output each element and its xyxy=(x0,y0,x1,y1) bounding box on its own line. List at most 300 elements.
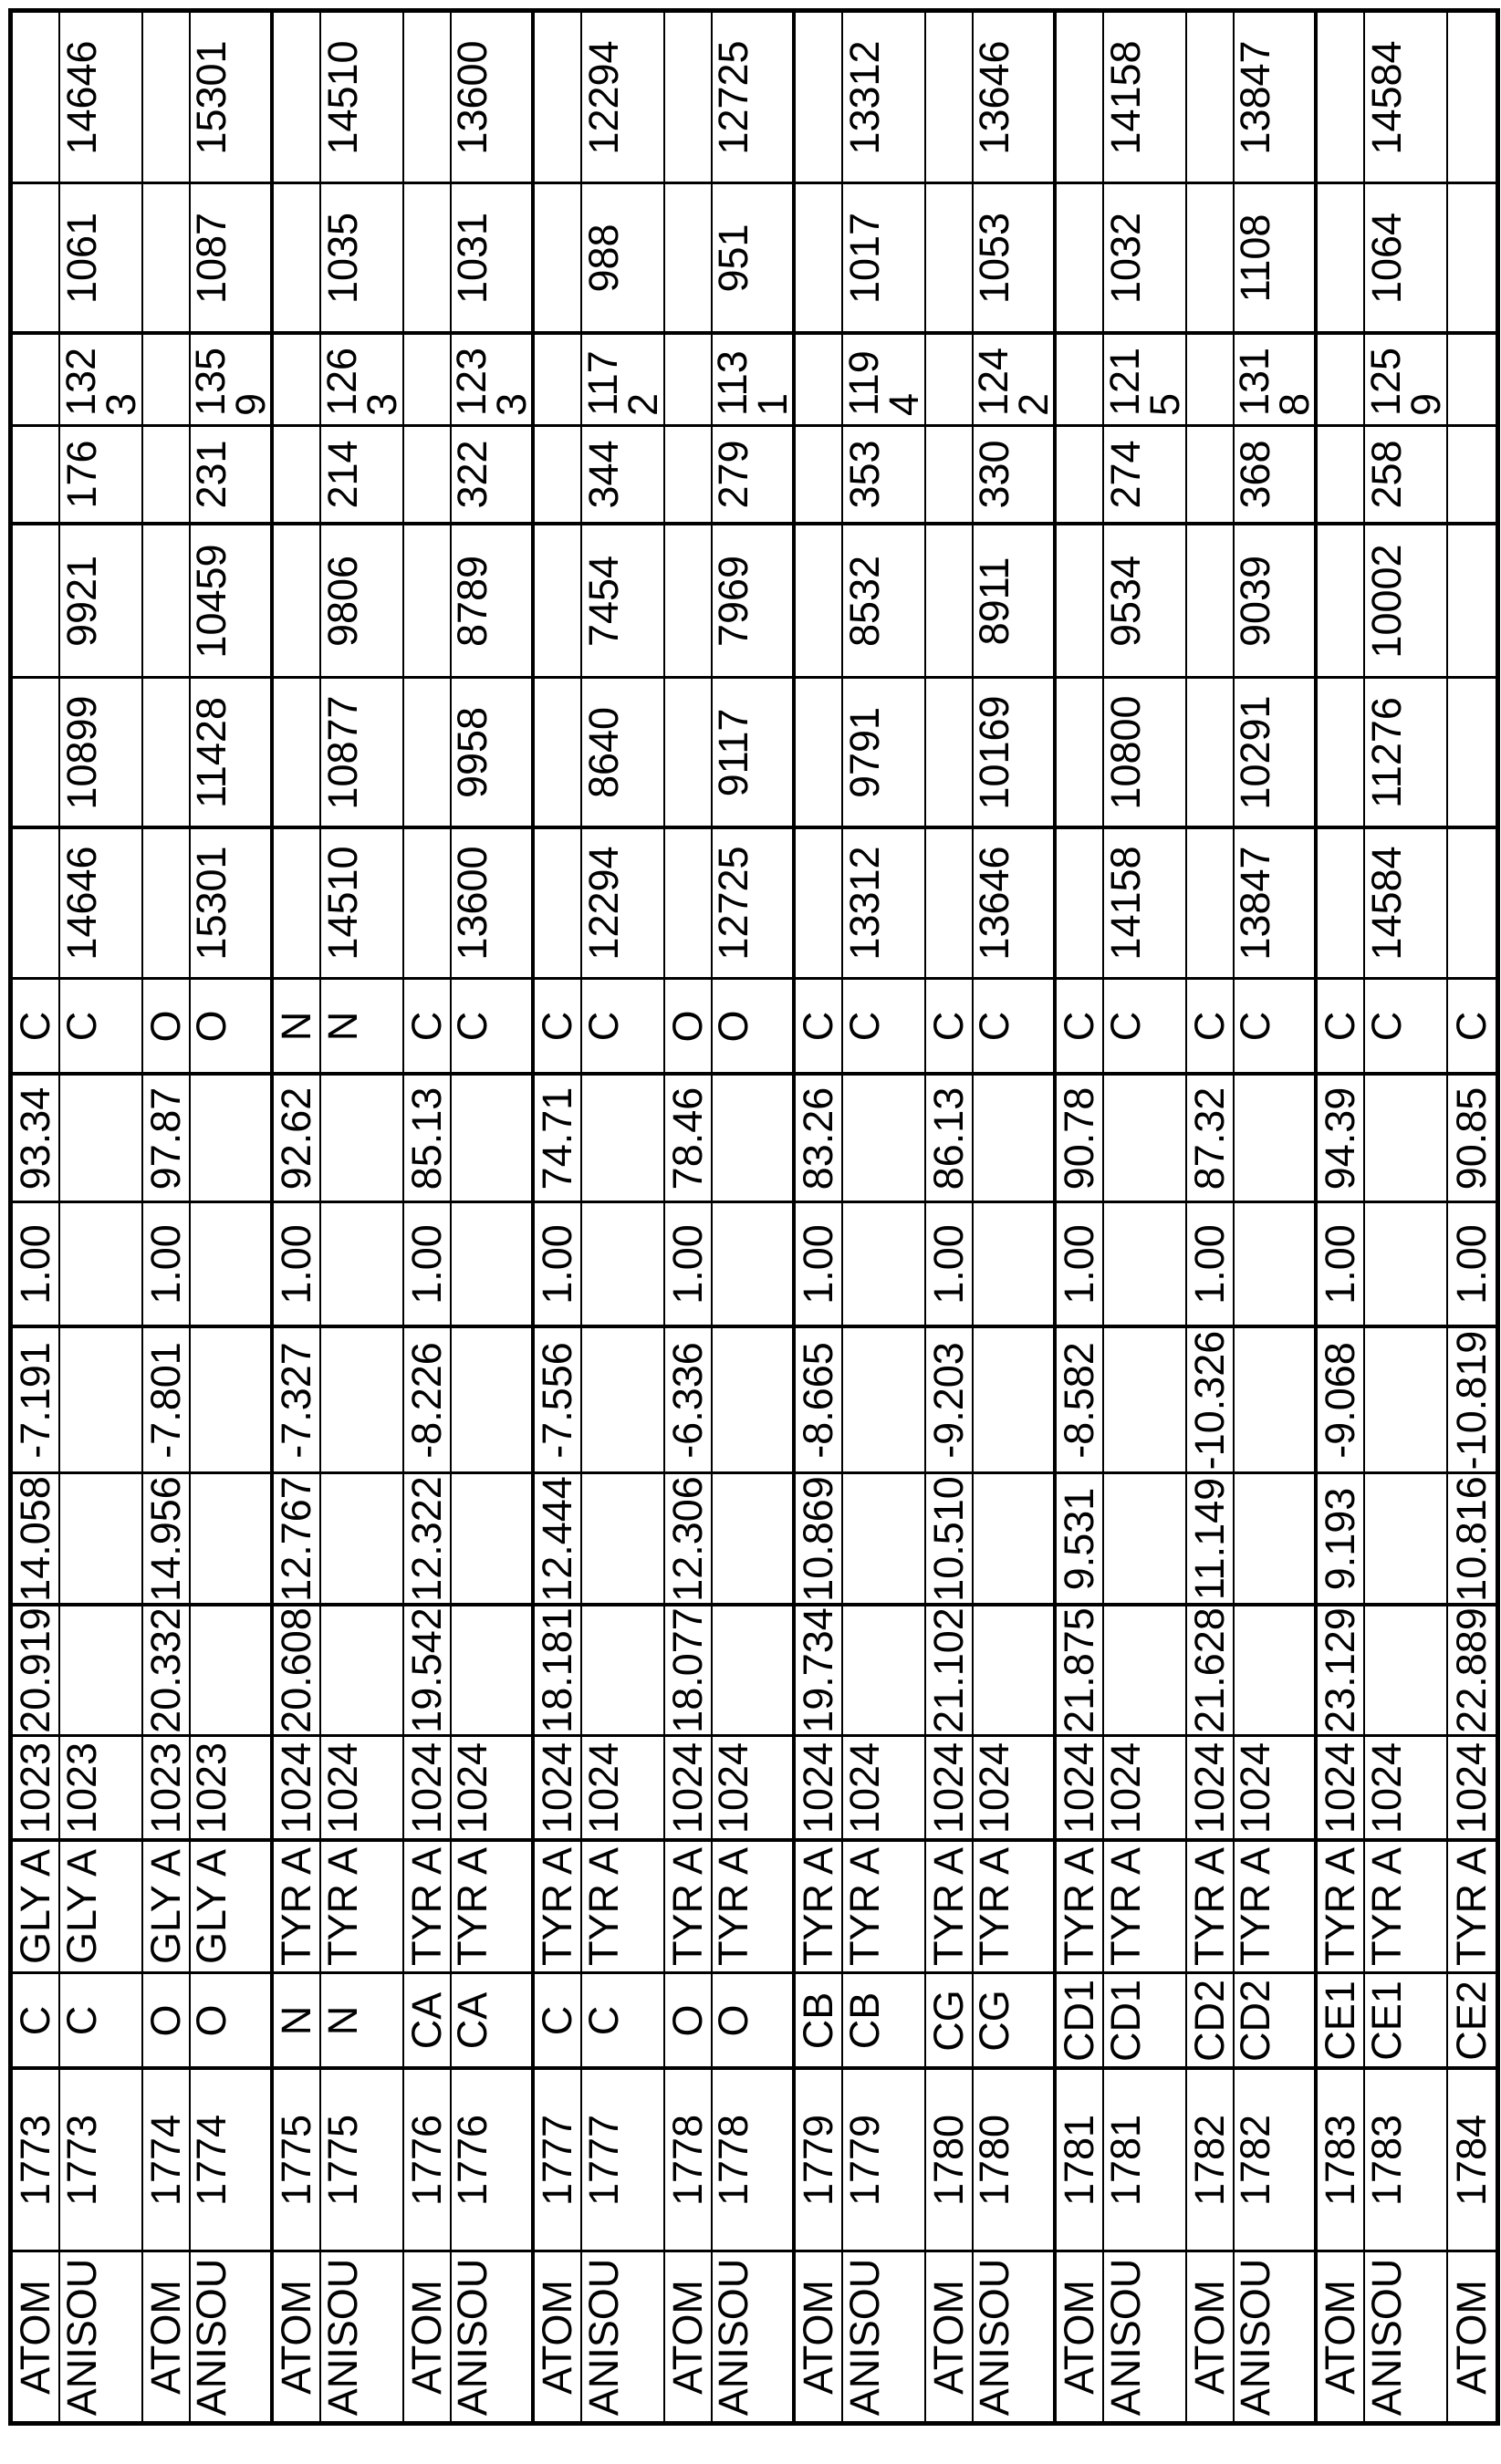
empty-cell-atom-1781-u23 xyxy=(1057,184,1104,335)
cell-text-seq: 1024 xyxy=(1232,1741,1279,1834)
cell-atom-1781-y xyxy=(1057,1474,1104,1606)
cell-atom-1783-residue xyxy=(1318,1842,1365,1974)
cell-text-u11_repeat: 13312 xyxy=(841,39,889,155)
cell-text-y: 10.510 xyxy=(925,1475,972,1602)
cell-text-occ: 1.00 xyxy=(1317,1223,1363,1305)
empty-cell-atom-1778-u23 xyxy=(665,184,713,335)
cell-text-record: ATOM xyxy=(795,2279,841,2395)
cell-text-u13: 1259 xyxy=(1361,347,1449,416)
cell-text-element: C xyxy=(1056,1011,1102,1041)
cell-text-occ: 1.00 xyxy=(1186,1223,1233,1305)
cell-anisou-1780-u11 xyxy=(971,829,1057,980)
cell-text-element: C xyxy=(12,1011,58,1041)
cell-atom-1781-seq xyxy=(1057,1737,1104,1842)
cell-atom-1780-element xyxy=(926,980,974,1076)
cell-atom-1780-seq xyxy=(926,1737,974,1842)
cell-text-seq: 1024 xyxy=(1056,1741,1102,1834)
cell-atom-1778-element xyxy=(665,980,713,1076)
cell-text-occ: 1.00 xyxy=(403,1223,450,1305)
cell-text-serial: 1774 xyxy=(188,2114,235,2206)
cell-anisou-1776-residue xyxy=(449,1842,535,1974)
cell-anisou-1781-u22 xyxy=(1104,679,1187,829)
cell-text-u12: 176 xyxy=(58,440,106,509)
cell-anisou-1780-u22 xyxy=(971,679,1057,829)
empty-cell-atom-1783-u22 xyxy=(1318,679,1365,829)
cell-atom-1778-b xyxy=(665,1076,713,1203)
empty-cell-anisou-1782-y xyxy=(1235,1474,1318,1606)
cell-atom-1776-y xyxy=(404,1474,452,1606)
empty-cell-anisou-1775-b xyxy=(321,1076,404,1203)
empty-cell-anisou-1775-z xyxy=(321,1328,404,1474)
cell-atom-1775-y xyxy=(274,1474,321,1606)
cell-anisou-1782-serial xyxy=(1232,2070,1318,2252)
cell-text-serial: 1775 xyxy=(319,2114,367,2206)
cell-atom-1784-element xyxy=(1448,980,1496,1076)
cell-atom-1777-name xyxy=(535,1974,582,2070)
cell-text-serial: 1774 xyxy=(142,2114,189,2206)
cell-atom-1777-z xyxy=(535,1328,582,1474)
cell-text-element: N xyxy=(319,1011,367,1041)
cell-anisou-1782-u22 xyxy=(1232,679,1318,829)
cell-atom-1776-x xyxy=(404,1606,452,1737)
cell-anisou-1783-u11 xyxy=(1365,829,1448,980)
cell-text-u11_repeat: 13646 xyxy=(971,39,1018,155)
cell-anisou-1774-name xyxy=(188,1974,274,2070)
cell-text-u11: 14646 xyxy=(58,846,106,961)
cell-anisou-1779-record xyxy=(843,2252,926,2421)
cell-atom-1781-z xyxy=(1057,1328,1104,1474)
cell-anisou-1777-element xyxy=(582,980,665,1076)
cell-text-occ: 1.00 xyxy=(664,1223,711,1305)
empty-cell-atom-1782-u13 xyxy=(1187,335,1235,427)
cell-atom-1782-occ xyxy=(1187,1203,1235,1328)
cell-anisou-1773-residue xyxy=(60,1842,143,1974)
cell-text-u11_repeat: 14584 xyxy=(1363,39,1411,155)
cell-atom-1773-occ xyxy=(13,1203,60,1328)
cell-atom-1777-seq xyxy=(535,1737,582,1842)
empty-cell-anisou-1778-x xyxy=(713,1606,796,1737)
cell-text-element: C xyxy=(1102,1011,1150,1041)
cell-text-u33: 8532 xyxy=(841,555,889,647)
cell-text-u13: 1194 xyxy=(839,350,927,416)
empty-cell-atom-1778-u12 xyxy=(665,427,713,525)
cell-text-u12: 274 xyxy=(1102,440,1150,509)
cell-text-element: N xyxy=(273,1011,319,1041)
cell-text-u11_repeat: 14510 xyxy=(319,39,367,155)
cell-text-element: C xyxy=(1363,1011,1411,1041)
cell-atom-1775-serial xyxy=(274,2070,321,2252)
cell-text-x: 20.608 xyxy=(273,1607,319,1733)
empty-cell-anisou-1774-b xyxy=(191,1076,274,1203)
cell-anisou-1773-u11_repeat xyxy=(60,13,143,184)
cell-atom-1782-seq xyxy=(1187,1737,1235,1842)
cell-anisou-1782-record xyxy=(1232,2252,1318,2421)
cell-atom-1774-name xyxy=(143,1974,191,2070)
empty-cell-anisou-1775-x xyxy=(321,1606,404,1737)
empty-cell-atom-1774-u11_repeat xyxy=(143,13,191,184)
cell-anisou-1777-u11_repeat xyxy=(582,13,665,184)
empty-cell-anisou-1779-b xyxy=(843,1076,926,1203)
cell-text-element: C xyxy=(449,1011,496,1041)
cell-atom-1779-seq xyxy=(796,1737,843,1842)
cell-text-record: ATOM xyxy=(925,2279,972,2395)
cell-text-record: ATOM xyxy=(403,2279,450,2395)
cell-atom-1775-seq xyxy=(274,1737,321,1842)
cell-atom-1780-serial xyxy=(926,2070,974,2252)
cell-text-u12: 344 xyxy=(580,440,628,509)
cell-atom-1780-b xyxy=(926,1076,974,1203)
empty-cell-atom-1780-u33 xyxy=(926,525,974,679)
cell-text-u12: 231 xyxy=(188,440,235,509)
cell-text-serial: 1781 xyxy=(1056,2114,1102,2206)
cell-text-x: 19.542 xyxy=(403,1607,450,1733)
cell-text-z: -8.226 xyxy=(403,1341,450,1459)
empty-cell-atom-1782-u11_repeat xyxy=(1187,13,1235,184)
empty-cell-atom-1773-u11_repeat xyxy=(13,13,60,184)
cell-anisou-1781-name xyxy=(1104,1974,1187,2070)
empty-cell-anisou-1775-y xyxy=(321,1474,404,1606)
cell-anisou-1782-u11_repeat xyxy=(1232,13,1318,184)
empty-cell-anisou-1777-z xyxy=(582,1328,665,1474)
empty-cell-atom-1783-u11_repeat xyxy=(1318,13,1365,184)
empty-cell-atom-1784-u13 xyxy=(1448,335,1496,427)
empty-cell-atom-1784-u23 xyxy=(1448,184,1496,335)
cell-anisou-1777-u13 xyxy=(579,335,666,427)
cell-anisou-1775-residue xyxy=(321,1842,404,1974)
empty-cell-anisou-1783-b xyxy=(1365,1076,1448,1203)
empty-cell-anisou-1782-b xyxy=(1235,1076,1318,1203)
empty-cell-atom-1776-u11 xyxy=(404,829,452,980)
cell-text-residue: GLY A xyxy=(188,1849,235,1964)
cell-text-residue: TYR A xyxy=(1102,1846,1150,1967)
cell-text-u22: 11276 xyxy=(1363,696,1411,808)
cell-anisou-1783-seq xyxy=(1365,1737,1448,1842)
cell-text-z: -7.327 xyxy=(273,1341,319,1459)
empty-cell-anisou-1777-occ xyxy=(582,1203,665,1328)
cell-text-u22: 9958 xyxy=(449,706,496,798)
empty-cell-anisou-1780-x xyxy=(974,1606,1057,1737)
cell-anisou-1781-residue xyxy=(1104,1842,1187,1974)
empty-cell-atom-1776-u22 xyxy=(404,679,452,829)
cell-anisou-1783-record xyxy=(1365,2252,1448,2421)
cell-atom-1775-name xyxy=(274,1974,321,2070)
cell-text-residue: TYR A xyxy=(1448,1846,1495,1967)
cell-text-residue: TYR A xyxy=(1056,1846,1102,1967)
cell-atom-1779-b xyxy=(796,1076,843,1203)
cell-atom-1776-residue xyxy=(404,1842,452,1974)
cell-atom-1784-seq xyxy=(1448,1737,1496,1842)
empty-cell-anisou-1774-z xyxy=(191,1328,274,1474)
cell-anisou-1774-record xyxy=(188,2252,274,2421)
cell-anisou-1779-u11 xyxy=(843,829,926,980)
cell-atom-1781-b xyxy=(1057,1076,1104,1203)
cell-text-seq: 1023 xyxy=(188,1741,235,1834)
cell-text-residue: TYR A xyxy=(795,1846,841,1967)
empty-cell-anisou-1783-y xyxy=(1365,1474,1448,1606)
cell-atom-1774-y xyxy=(143,1474,191,1606)
empty-cell-atom-1784-u11_repeat xyxy=(1448,13,1496,184)
cell-text-b: 87.32 xyxy=(1186,1086,1233,1190)
cell-atom-1776-seq xyxy=(404,1737,452,1842)
cell-text-u33: 10459 xyxy=(188,543,235,659)
cell-atom-1775-b xyxy=(274,1076,321,1203)
cell-text-record: ATOM xyxy=(1056,2279,1102,2395)
cell-atom-1774-seq xyxy=(143,1737,191,1842)
cell-text-serial: 1776 xyxy=(403,2114,450,2206)
cell-anisou-1782-u11 xyxy=(1232,829,1318,980)
cell-text-serial: 1783 xyxy=(1363,2114,1411,2206)
empty-cell-atom-1779-u12 xyxy=(796,427,843,525)
cell-text-name: CD1 xyxy=(1102,1979,1150,2062)
cell-text-b: 86.13 xyxy=(925,1086,972,1190)
cell-atom-1779-element xyxy=(796,980,843,1076)
cell-text-name: CA xyxy=(449,1991,496,2049)
empty-cell-atom-1780-u11 xyxy=(926,829,974,980)
cell-text-seq: 1023 xyxy=(142,1741,189,1834)
cell-text-z: -10.819 xyxy=(1448,1330,1495,1470)
cell-atom-1780-record xyxy=(926,2252,974,2421)
cell-text-z: -7.801 xyxy=(142,1341,189,1459)
cell-text-u11_repeat: 14646 xyxy=(58,39,106,155)
cell-text-z: -7.556 xyxy=(534,1341,580,1459)
cell-text-serial: 1778 xyxy=(664,2114,711,2206)
cell-text-serial: 1783 xyxy=(1317,2114,1363,2206)
empty-cell-anisou-1782-x xyxy=(1235,1606,1318,1737)
cell-atom-1776-record xyxy=(404,2252,452,2421)
cell-text-u11: 13312 xyxy=(841,846,889,961)
cell-atom-1777-element xyxy=(535,980,582,1076)
cell-text-residue: GLY A xyxy=(12,1849,58,1964)
cell-text-x: 20.919 xyxy=(12,1607,58,1733)
cell-text-u11: 13847 xyxy=(1232,846,1279,961)
empty-cell-anisou-1776-x xyxy=(452,1606,535,1737)
cell-text-u23: 1108 xyxy=(1232,213,1279,302)
coordinate-table xyxy=(8,8,1500,2426)
empty-cell-atom-1774-u22 xyxy=(143,679,191,829)
cell-anisou-1773-serial xyxy=(60,2070,143,2252)
cell-atom-1773-x xyxy=(13,1606,60,1737)
cell-text-record: ATOM xyxy=(1317,2279,1363,2395)
empty-cell-atom-1782-u12 xyxy=(1187,427,1235,525)
cell-text-u11: 12294 xyxy=(580,846,628,961)
cell-anisou-1776-u23 xyxy=(449,184,535,335)
cell-text-u23: 951 xyxy=(710,223,757,293)
cell-atom-1777-x xyxy=(535,1606,582,1737)
cell-text-x: 21.102 xyxy=(925,1607,972,1733)
cell-text-u12: 214 xyxy=(319,440,367,509)
cell-anisou-1777-u33 xyxy=(582,525,665,679)
cell-text-seq: 1024 xyxy=(319,1741,367,1834)
cell-text-u11_repeat: 15301 xyxy=(188,39,235,155)
cell-atom-1779-serial xyxy=(796,2070,843,2252)
cell-atom-1781-name xyxy=(1057,1974,1104,2070)
empty-cell-atom-1773-u11 xyxy=(13,829,60,980)
cell-atom-1783-occ xyxy=(1318,1203,1365,1328)
cell-text-y: 12.444 xyxy=(534,1475,580,1602)
cell-anisou-1779-serial xyxy=(843,2070,926,2252)
cell-anisou-1774-u33 xyxy=(188,525,274,679)
cell-atom-1779-z xyxy=(796,1328,843,1474)
empty-cell-anisou-1780-z xyxy=(974,1328,1057,1474)
cell-atom-1784-residue xyxy=(1448,1842,1496,1974)
cell-text-u12: 330 xyxy=(971,440,1018,509)
empty-cell-atom-1775-u22 xyxy=(274,679,321,829)
cell-text-element: O xyxy=(188,1009,235,1043)
cell-text-u12: 353 xyxy=(841,440,889,509)
empty-cell-anisou-1775-occ xyxy=(321,1203,404,1328)
cell-anisou-1783-residue xyxy=(1365,1842,1448,1974)
cell-anisou-1776-u22 xyxy=(449,679,535,829)
empty-cell-anisou-1774-y xyxy=(191,1474,274,1606)
empty-cell-atom-1780-u11_repeat xyxy=(926,13,974,184)
cell-text-seq: 1024 xyxy=(1102,1741,1150,1834)
cell-text-residue: TYR A xyxy=(1317,1846,1363,1967)
cell-text-element: C xyxy=(1232,1011,1279,1041)
cell-atom-1781-x xyxy=(1057,1606,1104,1737)
cell-atom-1778-record xyxy=(665,2252,713,2421)
cell-text-b: 90.85 xyxy=(1448,1086,1495,1190)
cell-text-element: C xyxy=(403,1011,450,1041)
empty-cell-anisou-1778-occ xyxy=(713,1203,796,1328)
cell-text-serial: 1781 xyxy=(1102,2114,1150,2206)
cell-text-serial: 1778 xyxy=(710,2114,757,2206)
cell-text-u11_repeat: 14158 xyxy=(1102,39,1150,155)
empty-cell-anisou-1779-x xyxy=(843,1606,926,1737)
empty-cell-atom-1777-u23 xyxy=(535,184,582,335)
cell-atom-1774-serial xyxy=(143,2070,191,2252)
empty-cell-atom-1775-u11 xyxy=(274,829,321,980)
cell-text-b: 78.46 xyxy=(664,1086,711,1190)
cell-text-record: ANISOU xyxy=(580,2258,628,2416)
cell-atom-1778-x xyxy=(665,1606,713,1737)
empty-cell-atom-1783-u33 xyxy=(1318,525,1365,679)
cell-text-element: C xyxy=(580,1011,628,1041)
cell-text-residue: TYR A xyxy=(403,1846,450,1967)
empty-cell-atom-1777-u13 xyxy=(535,335,582,427)
cell-text-name: CA xyxy=(403,1991,450,2049)
cell-text-serial: 1777 xyxy=(580,2114,628,2206)
empty-cell-anisou-1783-occ xyxy=(1365,1203,1448,1328)
cell-text-residue: TYR A xyxy=(449,1846,496,1967)
cell-text-z: -10.326 xyxy=(1186,1330,1233,1470)
cell-text-u22: 10899 xyxy=(58,694,106,810)
cell-text-element: O xyxy=(664,1009,711,1043)
empty-cell-atom-1781-u13 xyxy=(1057,335,1104,427)
cell-atom-1782-record xyxy=(1187,2252,1235,2421)
cell-atom-1779-x xyxy=(796,1606,843,1737)
empty-cell-anisou-1781-b xyxy=(1104,1076,1187,1203)
cell-text-record: ATOM xyxy=(142,2279,189,2395)
cell-text-seq: 1024 xyxy=(925,1741,972,1834)
cell-atom-1773-element xyxy=(13,980,60,1076)
cell-atom-1779-occ xyxy=(796,1203,843,1328)
cell-anisou-1773-u12 xyxy=(60,427,143,525)
cell-anisou-1778-name xyxy=(710,1974,796,2070)
cell-text-serial: 1779 xyxy=(795,2114,841,2206)
cell-text-u22: 8640 xyxy=(580,706,628,798)
empty-cell-atom-1778-u11 xyxy=(665,829,713,980)
cell-text-seq: 1024 xyxy=(449,1741,496,1834)
empty-cell-atom-1782-u22 xyxy=(1187,679,1235,829)
cell-text-y: 10.869 xyxy=(795,1475,841,1602)
empty-cell-atom-1781-u11 xyxy=(1057,829,1104,980)
cell-text-occ: 1.00 xyxy=(1448,1223,1495,1305)
cell-text-b: 90.78 xyxy=(1056,1086,1102,1190)
cell-text-name: CB xyxy=(841,1991,889,2049)
cell-anisou-1781-u33 xyxy=(1104,525,1187,679)
cell-text-u13: 1215 xyxy=(1100,347,1188,416)
cell-text-u23: 1061 xyxy=(58,212,106,304)
cell-text-u11: 13600 xyxy=(449,846,496,961)
cell-atom-1782-serial xyxy=(1187,2070,1235,2252)
cell-text-seq: 1023 xyxy=(58,1741,106,1834)
cell-text-b: 92.62 xyxy=(273,1086,319,1190)
cell-atom-1779-y xyxy=(796,1474,843,1606)
empty-cell-anisou-1783-x xyxy=(1365,1606,1448,1737)
cell-atom-1773-z xyxy=(13,1328,60,1474)
cell-anisou-1775-record xyxy=(321,2252,404,2421)
cell-text-record: ATOM xyxy=(1186,2279,1233,2395)
cell-text-residue: TYR A xyxy=(1232,1846,1279,1967)
cell-anisou-1782-element xyxy=(1232,980,1318,1076)
cell-atom-1778-occ xyxy=(665,1203,713,1328)
cell-text-y: 12.767 xyxy=(273,1475,319,1602)
cell-text-u13: 1131 xyxy=(708,350,796,416)
cell-atom-1781-serial xyxy=(1057,2070,1104,2252)
cell-text-serial: 1773 xyxy=(58,2114,106,2206)
empty-cell-anisou-1781-y xyxy=(1104,1474,1187,1606)
cell-text-u11: 15301 xyxy=(188,846,235,961)
cell-text-serial: 1773 xyxy=(12,2114,58,2206)
empty-cell-atom-1774-u13 xyxy=(143,335,191,427)
cell-anisou-1779-name xyxy=(843,1974,926,2070)
cell-atom-1776-z xyxy=(404,1328,452,1474)
empty-cell-anisou-1779-occ xyxy=(843,1203,926,1328)
cell-atom-1774-element xyxy=(143,980,191,1076)
cell-text-u12: 322 xyxy=(449,440,496,509)
cell-anisou-1775-u23 xyxy=(321,184,404,335)
cell-anisou-1782-seq xyxy=(1232,1737,1318,1842)
cell-anisou-1778-u12 xyxy=(710,427,796,525)
cell-text-element: O xyxy=(710,1009,757,1043)
cell-atom-1774-residue xyxy=(143,1842,191,1974)
cell-text-name: CB xyxy=(795,1991,841,2049)
cell-anisou-1778-u23 xyxy=(710,184,796,335)
cell-anisou-1777-u22 xyxy=(582,679,665,829)
cell-anisou-1774-u11 xyxy=(188,829,274,980)
cell-text-seq: 1024 xyxy=(664,1741,711,1834)
cell-text-u22: 10877 xyxy=(319,694,367,810)
empty-cell-atom-1774-u33 xyxy=(143,525,191,679)
empty-cell-anisou-1778-b xyxy=(713,1076,796,1203)
empty-cell-atom-1775-u13 xyxy=(274,335,321,427)
cell-text-u33: 9534 xyxy=(1102,555,1150,647)
cell-atom-1777-serial xyxy=(535,2070,582,2252)
cell-text-u12: 368 xyxy=(1232,440,1279,509)
cell-text-name: N xyxy=(319,2005,367,2035)
cell-atom-1775-element xyxy=(274,980,321,1076)
cell-atom-1777-occ xyxy=(535,1203,582,1328)
cell-anisou-1776-serial xyxy=(449,2070,535,2252)
empty-cell-atom-1783-u12 xyxy=(1318,427,1365,525)
empty-cell-atom-1782-u33 xyxy=(1187,525,1235,679)
cell-anisou-1775-serial xyxy=(321,2070,404,2252)
empty-cell-atom-1782-u11 xyxy=(1187,829,1235,980)
cell-text-record: ANISOU xyxy=(449,2258,496,2416)
cell-text-name: CE1 xyxy=(1363,1980,1411,2061)
cell-text-name: O xyxy=(664,2003,711,2037)
cell-atom-1778-serial xyxy=(665,2070,713,2252)
